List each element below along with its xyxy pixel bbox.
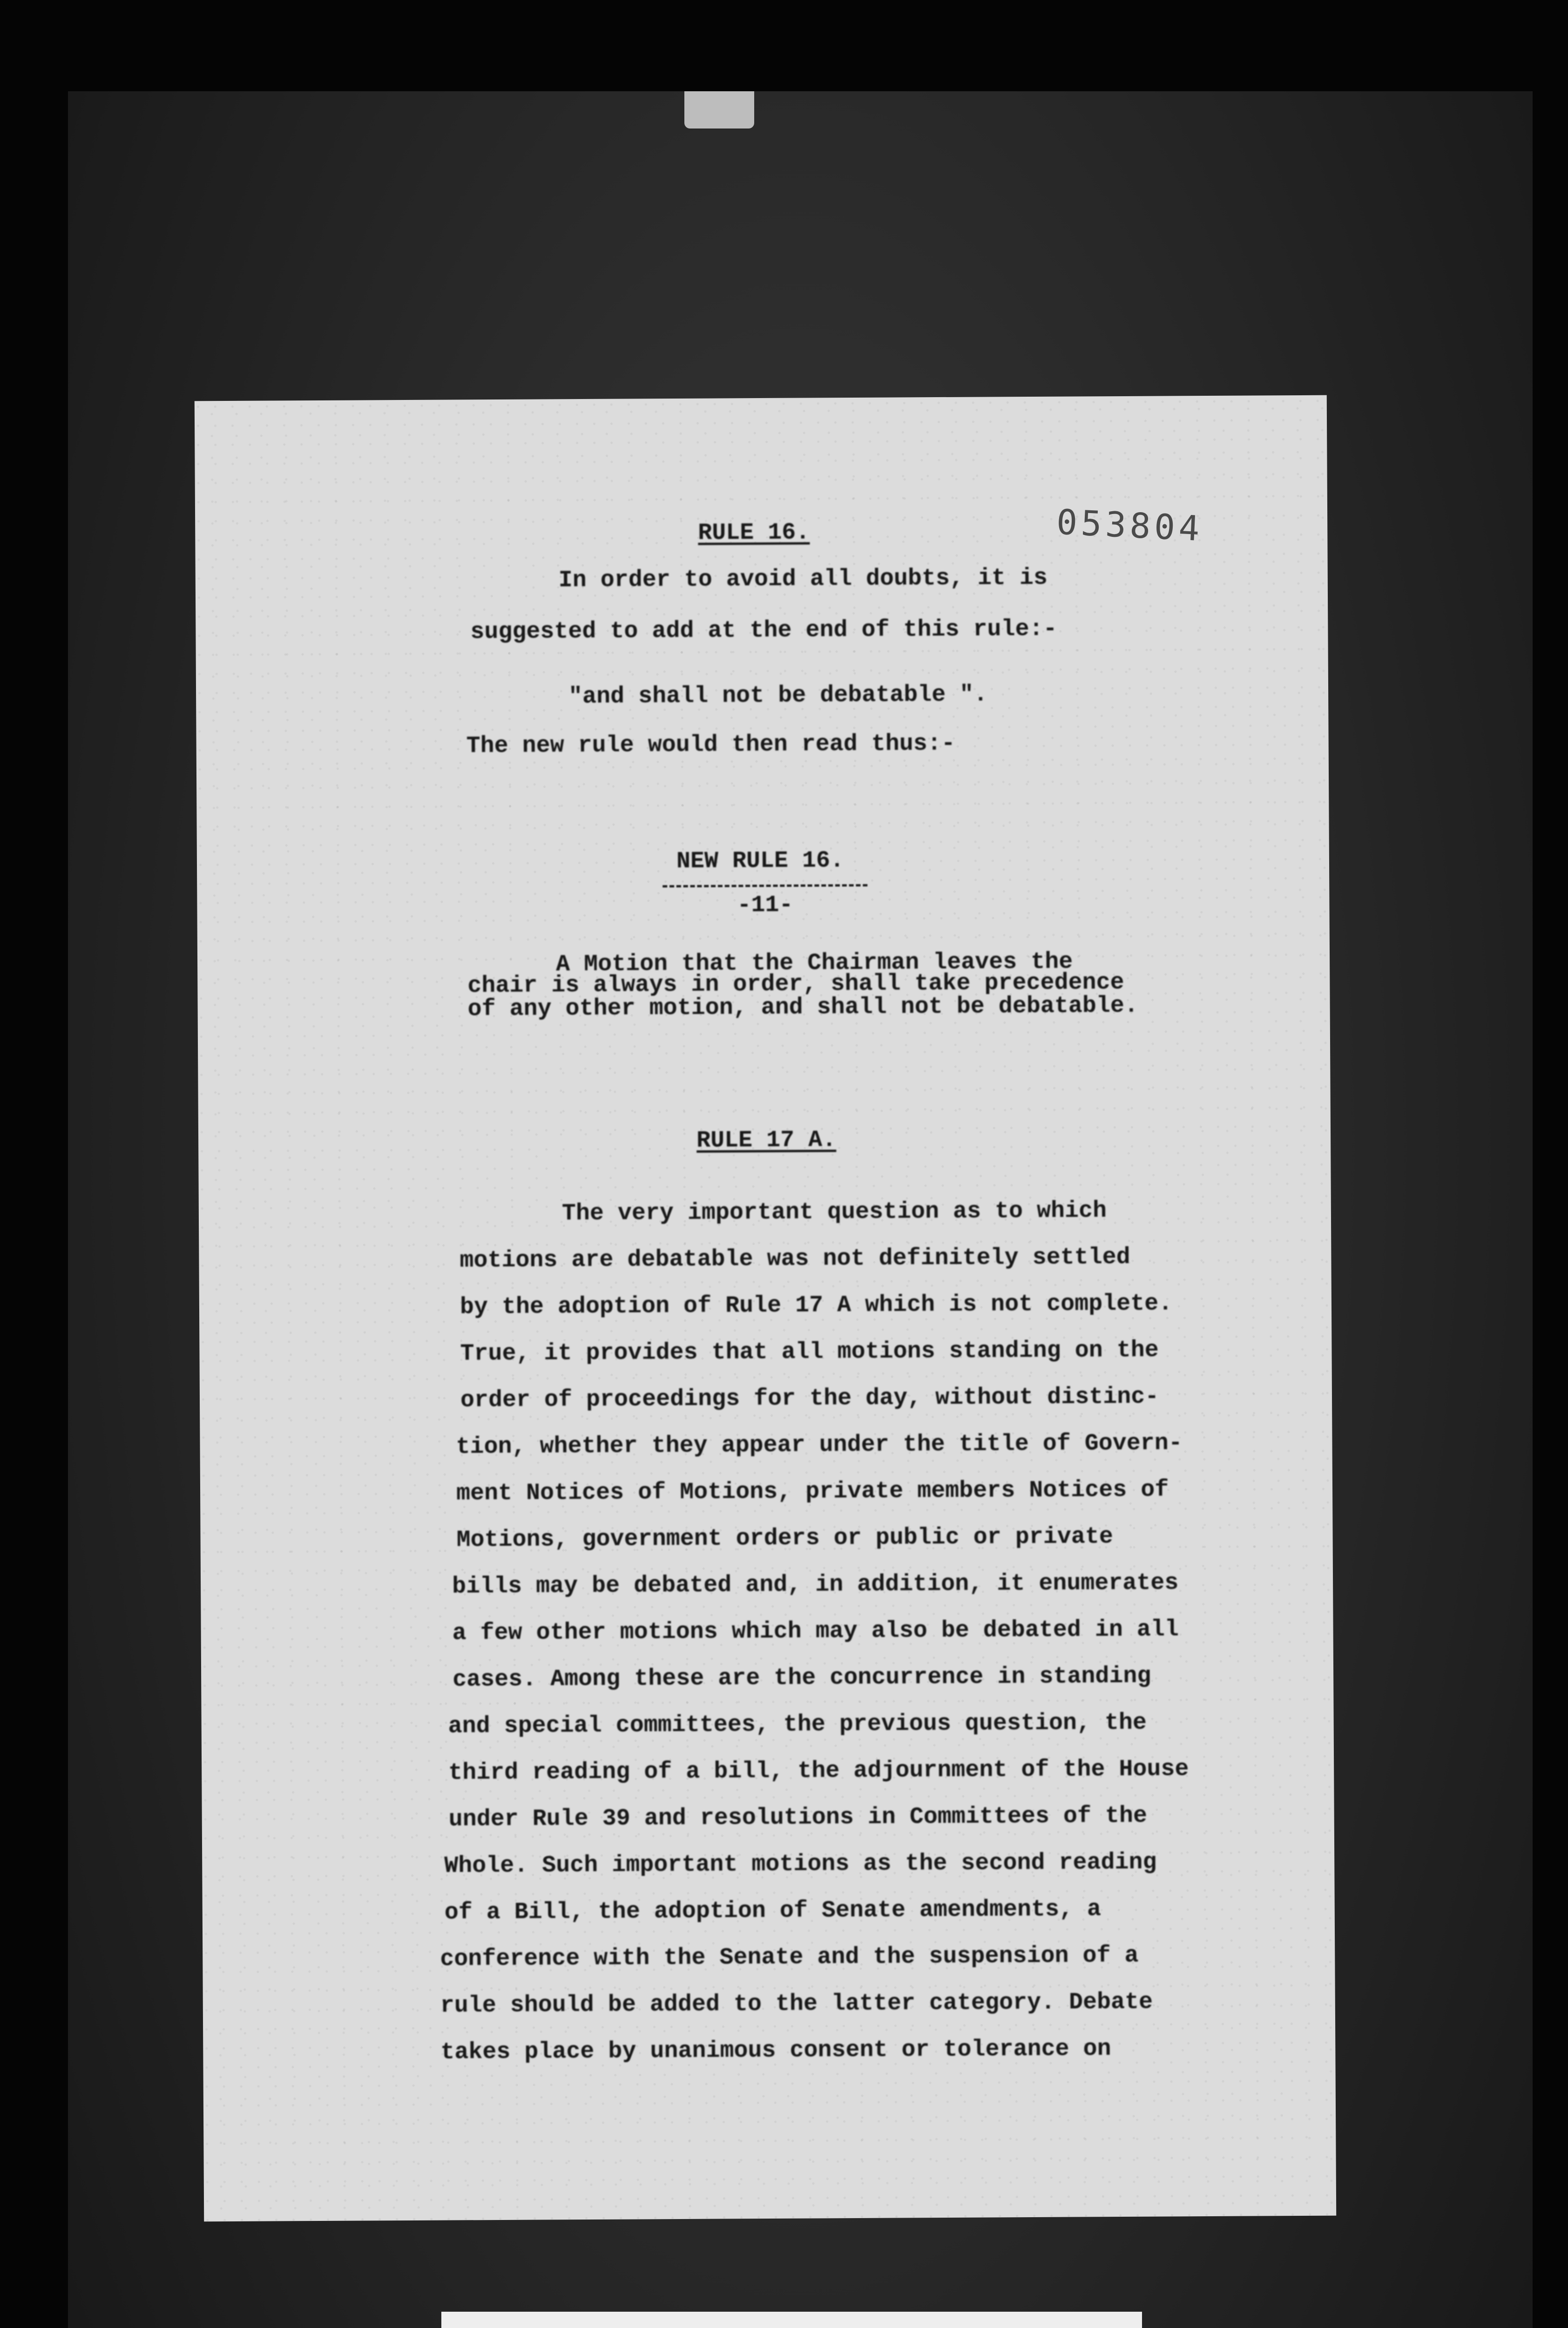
heading-rule-16: RULE 16. [698, 519, 810, 547]
paragraph-line: bills may be debated and, in addition, it enumerates [452, 1570, 1179, 1600]
quoted-addition: "and shall not be debatable ". [568, 681, 988, 711]
paragraph-line: order of proceedings for the day, without distinc- [460, 1383, 1159, 1414]
paragraph-line: rule should be added to the latter category. Debate [440, 1989, 1153, 2019]
paragraph-line: of a Bill, the adoption of Senate amendments, a [444, 1896, 1102, 1926]
new-rule-line-2: chair is always in order, shall take precedence [467, 969, 1124, 1000]
new-rule-line-3: of any other motion, and shall not be debatable. [467, 992, 1138, 1023]
paragraph-line: motions are debatable was not definitely settled [460, 1244, 1130, 1274]
heading-underline [662, 884, 867, 887]
paragraph-line: Motions, government orders or public or private [456, 1523, 1113, 1554]
paragraph-line: and special committees, the previous question, the [448, 1709, 1147, 1740]
new-rule-intro: The new rule would then read thus:- [466, 730, 955, 760]
paragraph-line: a few other motions which may also be debated in all [452, 1616, 1179, 1647]
paragraph-line: under Rule 39 and resolutions in Committees of the [448, 1802, 1148, 1833]
collection-label [441, 2312, 1142, 2328]
new-rule-line-1: A Motion that the Chairman leaves the [555, 948, 1073, 978]
paragraph-line: tion, whether they appear under the title of Govern- [456, 1430, 1183, 1461]
paragraph-line: by the adoption of Rule 17 A which is not complete. [460, 1290, 1173, 1321]
page-number: -11- [737, 892, 793, 919]
rule-17a-paragraph [199, 1198, 1331, 2066]
paragraph-line: conference with the Senate and the suspension of a [440, 1942, 1139, 1973]
paragraph-line: ment Notices of Motions, private members Notices of [456, 1476, 1169, 1507]
intro-line-1: In order to avoid all doubts, it is [558, 564, 1048, 594]
paragraph-line: The very important question as to which [561, 1198, 1107, 1227]
paragraph-line: True, it provides that all motions standing on the [460, 1337, 1159, 1367]
paragraph-line: takes place by unanimous consent or tolerance on [440, 2036, 1111, 2066]
reference-number: 053804 [1055, 502, 1204, 549]
paragraph-line: cases. Among these are the concurrence in standing [453, 1663, 1151, 1693]
paragraph-line: third reading of a bill, the adjournment of the House [448, 1756, 1189, 1787]
intro-line-2: suggested to add at the end of this rule:- [470, 616, 1057, 646]
paper-clip [684, 91, 754, 129]
paragraph-line: Whole. Such important motions as the second reading [444, 1849, 1157, 1880]
typed-page [195, 395, 1336, 2222]
heading-new-rule-16: NEW RULE 16. [676, 847, 845, 875]
heading-rule-17a: RULE 17 A. [696, 1127, 837, 1154]
